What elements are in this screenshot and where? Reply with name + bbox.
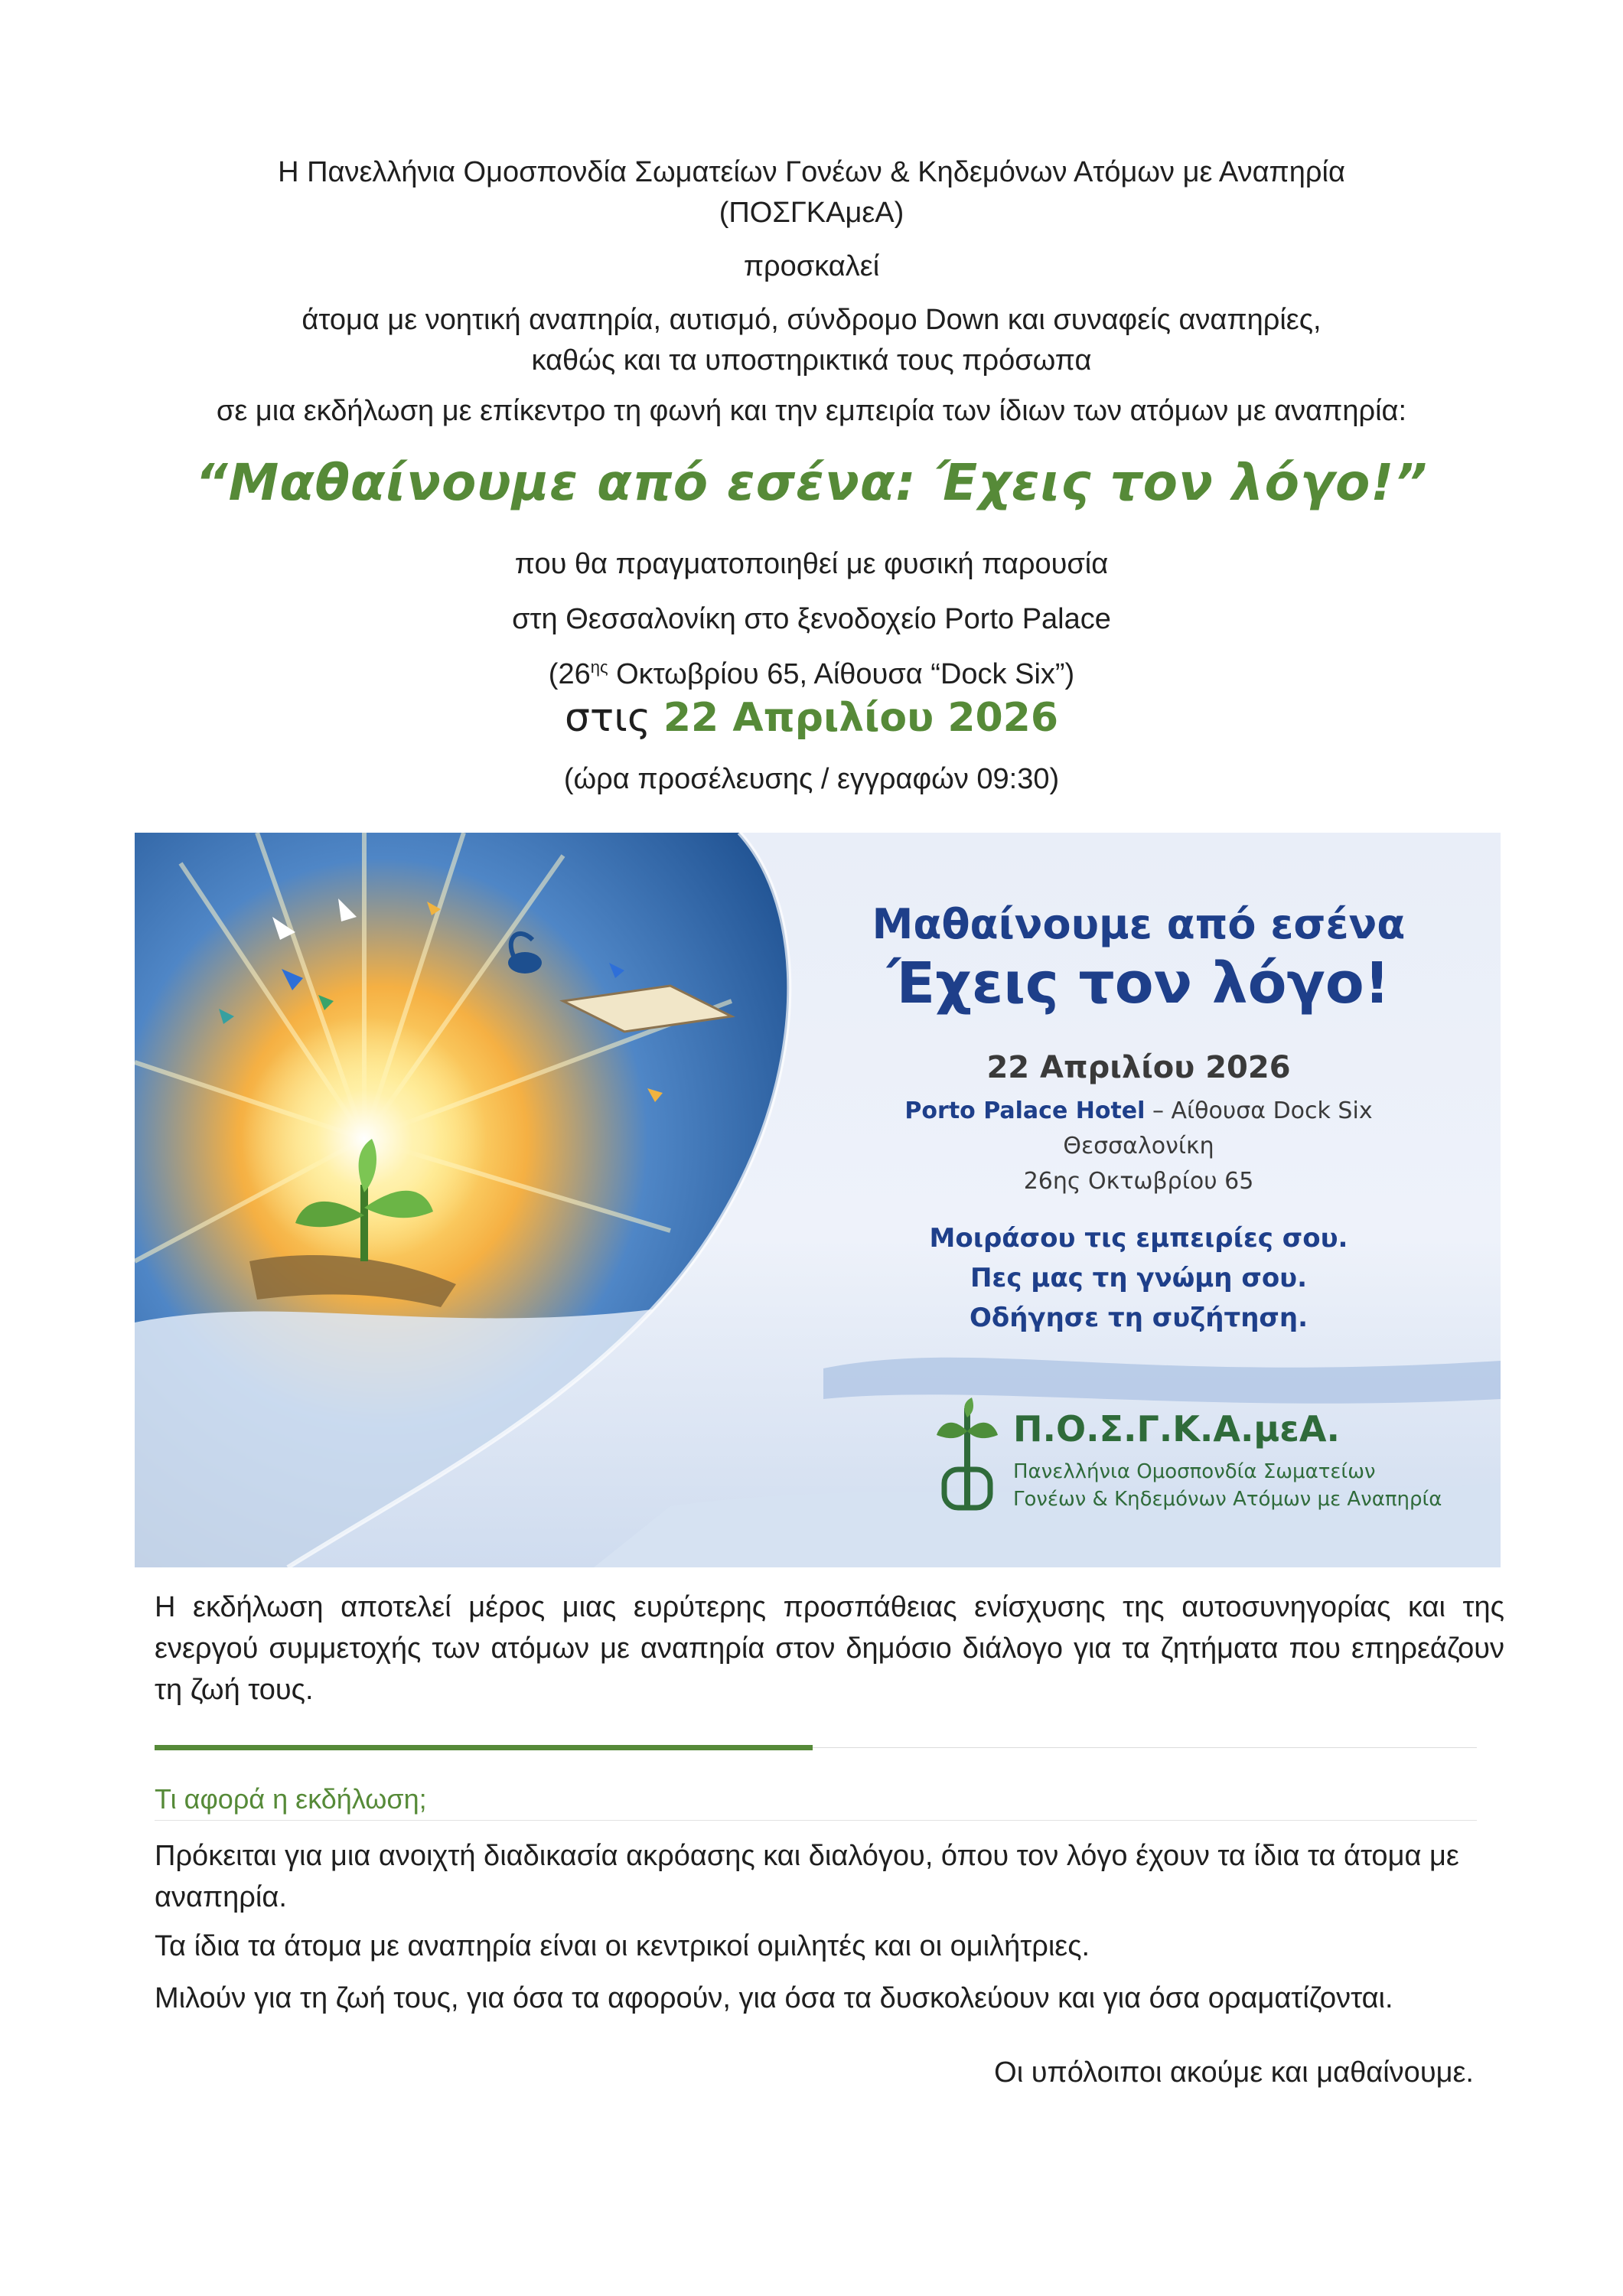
banner-call-2: Πες μας τη γνώμη σου.	[970, 1263, 1308, 1293]
banner-line-2: Έχεις τον λόγο!	[887, 951, 1390, 1016]
paragraph-3: Μιλούν για τη ζωή τους, για όσα τα αφορούν, για όσα τα δυσκολεύουν και για όσα οραματίζονται.	[155, 1982, 1393, 2014]
banner-street: 26ης Οκτωβρίου 65	[1023, 1168, 1254, 1195]
address-text: ($26^{\eta\varsigma}$ Οκτωβρίου 65, Αίθουσα “Dock Six”)	[548, 657, 1075, 690]
invites-text: προσκαλεί	[743, 250, 880, 282]
org-line: Η Πανελλήνια Ομοσπονδία Σωματείων Γονέων & Κηδεμόνων Ατόμων με Αναπηρία	[278, 156, 1345, 188]
audience-line-1: άτομα με νοητική αναπηρία, αυτισμό, σύνδρομο Down και συναφείς αναπηρίες,	[301, 304, 1322, 336]
section-heading: Τι αφορά η εκδήλωση;	[155, 1783, 427, 1815]
banner-call-3: Οδήγησε τη συζήτηση.	[969, 1303, 1309, 1333]
heading-underline	[155, 1820, 1477, 1821]
event-date-line: στις 22 Απριλίου 2026	[564, 695, 1059, 741]
logo-line-2: Γονέων & Κηδεμόνων Ατόμων με Αναπηρία	[1013, 1488, 1442, 1511]
section-accent-bar	[155, 1745, 813, 1750]
logo-line-1: Πανελλήνια Ομοσπονδία Σωματείων	[1013, 1460, 1376, 1483]
logo-acronym: Π.Ο.Σ.Γ.Κ.Α.μεΑ.	[1013, 1408, 1340, 1450]
banner-call-1: Μοιράσου τις εμπειρίες σου.	[929, 1223, 1348, 1254]
presence-text: που θα πραγματοποιηθεί με φυσική παρουσία	[514, 548, 1109, 580]
org-acronym: (ΠΟΣΓΚΑμεΑ)	[719, 197, 904, 229]
event-banner	[135, 833, 1501, 1567]
venue-text: στη Θεσσαλονίκη στο ξενοδοχείο Porto Palace	[512, 603, 1111, 635]
arrival-time: (ώρα προσέλευσης / εγγραφών 09:30)	[563, 763, 1060, 795]
banner-venue: Porto Palace Hotel – Αίθουσα Dock Six	[904, 1097, 1373, 1124]
paragraph-2: Τα ίδια τα άτομα με αναπηρία είναι οι κεντρικοί ομιλητές και οι ομιλήτριες.	[155, 1930, 1090, 1962]
intro-paragraph: Η εκδήλωση αποτελεί μέρος μιας ευρύτερης προσπάθειας ενίσχυσης της αυτοσυνηγορίας και της ενεργού συμμετοχής των ατόμων με αναπηρία στον δημόσιο διάλογο για τα ζητήματα που επηρεάζουν τη ζωή τους.	[155, 1591, 1504, 1706]
closing-line: Οι υπόλοιποι ακούμε και μαθαίνουμε.	[994, 2056, 1474, 2089]
event-intro: σε μια εκδήλωση με επίκεντρο τη φωνή και την εμπειρία των ίδιων των ατόμων με αναπηρία:	[216, 395, 1407, 427]
paragraph-1: Πρόκειται για μια ανοιχτή διαδικασία ακρόασης και διαλόγου, όπου τον λόγο έχουν τα ίδια τα άτομα με αναπηρία.	[155, 1840, 1459, 1913]
audience-line-2: καθώς και τα υποστηρικτικά τους πρόσωπα	[531, 344, 1092, 377]
banner-line-1: Μαθαίνουμε από εσένα	[872, 900, 1406, 948]
event-title: “Μαθαίνουμε από εσένα: Έχεις τον λόγο!”	[195, 453, 1428, 512]
banner-date: 22 Απριλίου 2026	[986, 1050, 1291, 1085]
event-date: 22 Απριλίου 2026	[663, 695, 1059, 741]
banner-city: Θεσσαλονίκη	[1063, 1133, 1214, 1159]
